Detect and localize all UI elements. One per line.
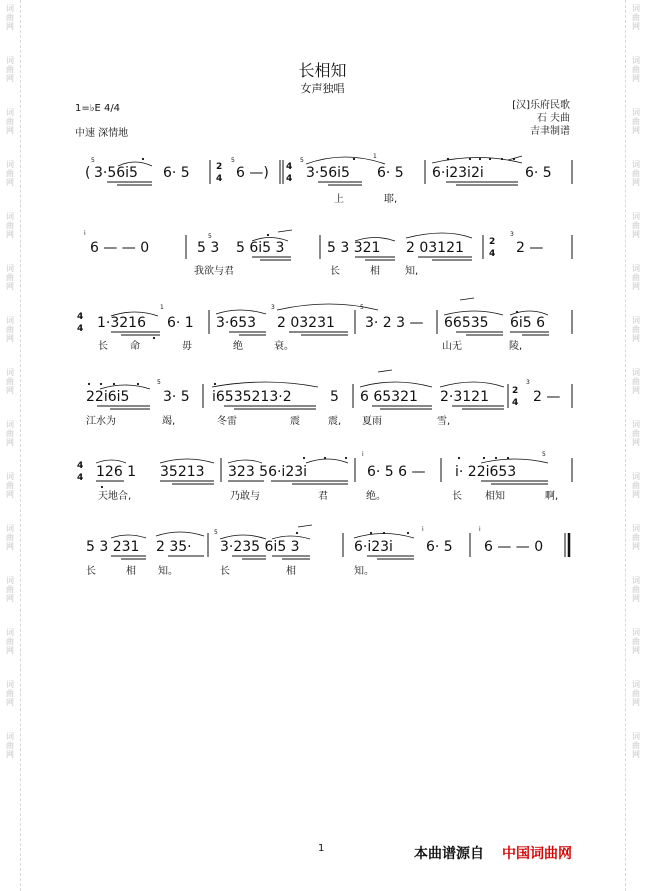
watermark-text: 词 曲 网 bbox=[6, 212, 14, 239]
watermark-text: 词 曲 网 bbox=[632, 316, 640, 343]
score-line-1 bbox=[85, 153, 572, 205]
lyric: 天地合, bbox=[98, 491, 132, 502]
lyric: 长 bbox=[452, 491, 462, 502]
watermark-text: 词 曲 网 bbox=[6, 732, 14, 759]
svg-text:6· 5 6 —: 6· 5 6 — bbox=[367, 464, 426, 480]
svg-text:2 —: 2 — bbox=[516, 240, 544, 256]
lyric: 夏雨 bbox=[362, 416, 382, 427]
svg-text:66535: 66535 bbox=[444, 315, 489, 331]
lyric: 长 bbox=[330, 266, 340, 277]
lyric: 毋 bbox=[182, 341, 192, 352]
key-signature: 1=♭E 4/4 bbox=[75, 103, 121, 114]
lyric: 知。 bbox=[354, 566, 374, 577]
svg-text:5: 5 bbox=[214, 529, 218, 536]
lyric: 绝 bbox=[233, 341, 243, 352]
lyricist-credit: [汉]乐府民歌 bbox=[512, 100, 570, 111]
svg-text:5: 5 bbox=[231, 157, 235, 164]
svg-text:6· 5: 6· 5 bbox=[426, 539, 453, 555]
svg-text:22i6i5: 22i6i5 bbox=[86, 389, 130, 405]
svg-text:3· 2 3 —: 3· 2 3 — bbox=[365, 315, 424, 331]
svg-text:i: i bbox=[479, 526, 481, 533]
svg-text:5: 5 bbox=[330, 389, 339, 405]
svg-text:2 35·: 2 35· bbox=[156, 539, 192, 555]
lyric: 知, bbox=[405, 266, 419, 277]
watermark-text: 词 曲 网 bbox=[6, 524, 14, 551]
lyric: 山无 bbox=[442, 341, 462, 352]
svg-text:5: 5 bbox=[157, 379, 161, 386]
source-footer[interactable] bbox=[414, 843, 572, 863]
svg-text:i6535213·2: i6535213·2 bbox=[212, 389, 292, 405]
svg-text:6· 5: 6· 5 bbox=[377, 165, 404, 181]
svg-text:2 —: 2 — bbox=[533, 389, 561, 405]
lyric: 相 bbox=[126, 566, 136, 577]
page-number: 1 bbox=[318, 843, 325, 854]
notation-credit: 吉聿制谱 bbox=[530, 126, 570, 137]
svg-text:4: 4 bbox=[77, 473, 84, 483]
lyric: 命 bbox=[130, 341, 140, 352]
svg-text:4: 4 bbox=[286, 174, 293, 184]
watermark-text: 词 曲 网 bbox=[6, 264, 14, 291]
song-title: 长相知 bbox=[298, 61, 347, 80]
svg-text:3: 3 bbox=[510, 231, 514, 238]
svg-text:4: 4 bbox=[489, 249, 496, 259]
lyric: 知。 bbox=[158, 566, 178, 577]
lyric: 震, bbox=[328, 416, 342, 427]
watermark-text: 词 曲 网 bbox=[632, 108, 640, 135]
watermark-text: 词 曲 网 bbox=[6, 576, 14, 603]
watermark-text: 词 曲 网 bbox=[632, 212, 640, 239]
lyric: 长 bbox=[98, 341, 108, 352]
lyric: 君 bbox=[318, 491, 328, 502]
svg-text:i: i bbox=[84, 230, 86, 237]
source-label: 本曲谱源自 bbox=[414, 846, 484, 862]
svg-text:5: 5 bbox=[542, 451, 546, 458]
score-line-3 bbox=[77, 298, 572, 352]
watermark-text: 词 曲 网 bbox=[632, 56, 640, 83]
lyric: 陵, bbox=[509, 341, 523, 352]
svg-text:6 — — 0: 6 — — 0 bbox=[90, 240, 150, 256]
svg-text:6i5 6: 6i5 6 bbox=[510, 315, 546, 331]
watermark-text: 词 曲 网 bbox=[632, 4, 640, 31]
watermark-text: 词 曲 网 bbox=[632, 420, 640, 447]
watermark-text: 词 曲 网 bbox=[632, 368, 640, 395]
svg-text:4: 4 bbox=[77, 312, 84, 322]
svg-text:3·56i5: 3·56i5 bbox=[306, 165, 350, 181]
svg-text:3·235 6i5 3: 3·235 6i5 3 bbox=[220, 539, 300, 555]
score-line-4 bbox=[86, 370, 572, 427]
watermark-text: 词 曲 网 bbox=[6, 108, 14, 135]
svg-text:i: i bbox=[422, 526, 424, 533]
svg-text:2 03231: 2 03231 bbox=[277, 315, 335, 331]
svg-text:3· 5: 3· 5 bbox=[163, 389, 190, 405]
watermark-text: 词 曲 网 bbox=[6, 56, 14, 83]
watermark-text: 词 曲 网 bbox=[6, 680, 14, 707]
lyric: 雪, bbox=[437, 416, 451, 427]
lyric: 震 bbox=[290, 416, 300, 427]
score-line-6 bbox=[86, 525, 569, 577]
lyric: 啊, bbox=[545, 491, 559, 502]
watermark-text: 词 曲 网 bbox=[632, 732, 640, 759]
watermark-text: 词 曲 网 bbox=[6, 316, 14, 343]
svg-text:323 56·i23i: 323 56·i23i bbox=[228, 464, 308, 480]
watermark-text: 词 曲 网 bbox=[632, 264, 640, 291]
watermark-text: 词 曲 网 bbox=[632, 680, 640, 707]
svg-text:5 6i5 3: 5 6i5 3 bbox=[236, 240, 285, 256]
tempo-marking: 中速 深情地 bbox=[75, 128, 129, 139]
svg-text:6· 5: 6· 5 bbox=[163, 165, 190, 181]
watermark-text: 词 曲 网 bbox=[6, 472, 14, 499]
svg-text:5: 5 bbox=[91, 157, 95, 164]
svg-text:126 1: 126 1 bbox=[96, 464, 137, 480]
svg-text:6 —): 6 —) bbox=[236, 165, 269, 181]
lyric: 上 bbox=[334, 194, 344, 205]
lyric: 冬雷 bbox=[217, 416, 237, 427]
svg-text:1·3216: 1·3216 bbox=[97, 315, 146, 331]
svg-text:6·i23i2i: 6·i23i2i bbox=[432, 165, 484, 181]
svg-text:2: 2 bbox=[489, 237, 496, 247]
watermark-text: 词 曲 网 bbox=[6, 628, 14, 655]
lyric: 乃敢与 bbox=[230, 491, 260, 502]
svg-text:5: 5 bbox=[300, 157, 304, 164]
svg-text:4: 4 bbox=[77, 324, 84, 334]
svg-text:i· 22i653: i· 22i653 bbox=[455, 464, 517, 480]
site-link[interactable]: 中国词曲网 bbox=[502, 846, 572, 862]
svg-text:4: 4 bbox=[286, 162, 293, 172]
svg-text:2·3121: 2·3121 bbox=[440, 389, 489, 405]
svg-text:6· 1: 6· 1 bbox=[167, 315, 194, 331]
svg-text:6 — — 0: 6 — — 0 bbox=[484, 539, 544, 555]
watermark-text: 词 曲 网 bbox=[6, 368, 14, 395]
svg-text:6·i23i: 6·i23i bbox=[354, 539, 393, 555]
svg-text:3: 3 bbox=[271, 304, 275, 311]
watermark-text: 词 曲 网 bbox=[6, 420, 14, 447]
lyric: 相 bbox=[286, 566, 296, 577]
lyric: 竭, bbox=[162, 416, 176, 427]
svg-text:6· 5: 6· 5 bbox=[525, 165, 552, 181]
watermark-text: 词 曲 网 bbox=[632, 524, 640, 551]
watermark-text: 词 曲 网 bbox=[6, 4, 14, 31]
song-subtitle: 女声独唱 bbox=[300, 82, 345, 95]
svg-text:(: ( bbox=[85, 165, 91, 181]
svg-text:2: 2 bbox=[216, 162, 223, 172]
svg-text:5: 5 bbox=[208, 233, 212, 240]
watermark-text: 词 曲 网 bbox=[632, 628, 640, 655]
lyric: 绝。 bbox=[366, 491, 386, 502]
svg-text:3·653: 3·653 bbox=[216, 315, 257, 331]
svg-text:3·56i5: 3·56i5 bbox=[94, 165, 138, 181]
svg-text:5 3 231: 5 3 231 bbox=[86, 539, 140, 555]
svg-text:35213: 35213 bbox=[160, 464, 205, 480]
svg-text:2: 2 bbox=[512, 386, 519, 396]
lyric: 长 bbox=[220, 566, 230, 577]
svg-text:1: 1 bbox=[373, 153, 377, 160]
svg-text:4: 4 bbox=[77, 461, 84, 471]
svg-text:4: 4 bbox=[216, 174, 223, 184]
watermark-text: 词 曲 网 bbox=[632, 160, 640, 187]
lyric: 江水为 bbox=[86, 416, 116, 427]
watermark-text: 词 曲 网 bbox=[6, 160, 14, 187]
lyric: 我欲与君 bbox=[194, 266, 234, 277]
lyric: 耶, bbox=[384, 194, 398, 205]
svg-text:5 3: 5 3 bbox=[197, 240, 220, 256]
lyric: 衰。 bbox=[274, 341, 294, 352]
svg-text:5 3 321: 5 3 321 bbox=[327, 240, 381, 256]
svg-text:2 03121: 2 03121 bbox=[406, 240, 464, 256]
watermark-text: 词 曲 网 bbox=[632, 472, 640, 499]
svg-text:5: 5 bbox=[360, 304, 364, 311]
watermark-text: 词 曲 网 bbox=[632, 576, 640, 603]
lyric: 相知 bbox=[485, 491, 505, 502]
svg-text:i: i bbox=[362, 451, 364, 458]
svg-text:3: 3 bbox=[526, 379, 530, 386]
score-line-2 bbox=[84, 230, 572, 277]
svg-text:4: 4 bbox=[512, 398, 519, 408]
lyric: 相 bbox=[370, 266, 380, 277]
lyric: 长 bbox=[86, 566, 96, 577]
svg-text:1: 1 bbox=[160, 304, 164, 311]
svg-text:6 65321: 6 65321 bbox=[360, 389, 418, 405]
composer-credit: 石 夫曲 bbox=[536, 113, 570, 124]
